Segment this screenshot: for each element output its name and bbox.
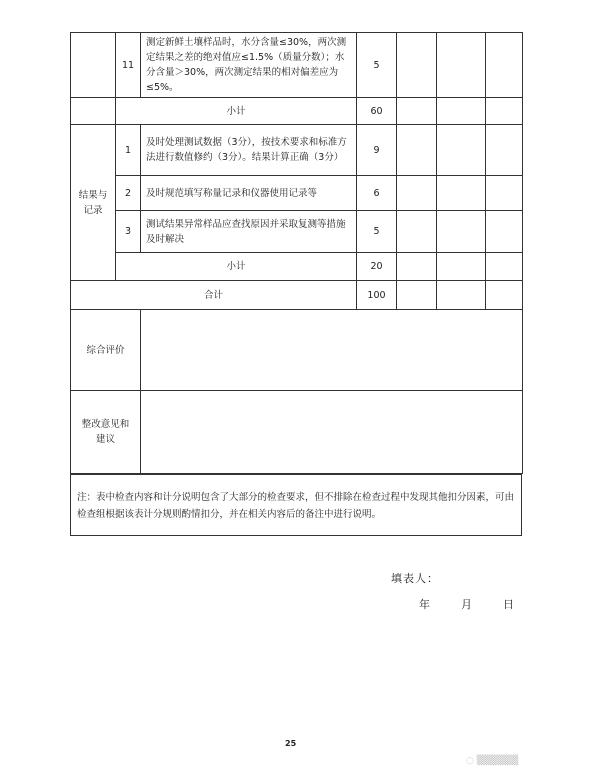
item-number: 11 — [116, 33, 141, 98]
blank-cell — [486, 253, 523, 281]
item-number: 2 — [116, 176, 141, 211]
watermark-image: ◌ ▒▒▒▒▒▒ — [466, 756, 519, 766]
rectification-content — [141, 391, 523, 474]
item-description: 及时处理测试数据（3分），按技术要求和标准方法进行数值修约（3分）。结果计算正确（3分） — [141, 125, 357, 176]
day-label: 日 — [503, 598, 514, 611]
subtotal-score: 20 — [357, 253, 397, 281]
blank-cell — [397, 98, 437, 125]
item-description: 测试结果异常样品应查找原因并采取复测等措施及时解决 — [141, 211, 357, 253]
category-label-line1: 结果与 — [78, 189, 108, 201]
blank-cell — [486, 281, 523, 310]
category-cell — [71, 33, 116, 98]
table-row — [71, 33, 523, 98]
blank-cell — [437, 253, 486, 281]
page-number: 25 — [285, 739, 297, 748]
blank-cell — [486, 176, 523, 211]
item-score: 6 — [357, 176, 397, 211]
filler-label: 填表人： — [391, 572, 439, 585]
blank-cell — [397, 33, 437, 98]
blank-cell — [486, 33, 523, 98]
rectification-row — [71, 391, 523, 474]
item-score: 5 — [357, 211, 397, 253]
item-description: 测定新鲜土壤样品时，水分含量≤30%，两次测定结果之差的绝对值应≤1.5%（质量分数）；水分含量＞30%，两次测定结果的相对偏差应为≤5%。 — [141, 33, 357, 98]
total-score: 100 — [357, 281, 397, 310]
blank-cell — [437, 176, 486, 211]
item-description: 及时规范填写称量记录和仪器使用记录等 — [141, 176, 357, 211]
table-note: 注：表中检查内容和计分说明包含了大部分的检查要求，但不排除在检查过程中发现其他扣分因素，可由检查组根据该表计分规则酌情扣分，并在相关内容后的备注中进行说明。 — [70, 474, 522, 536]
blank-cell — [397, 176, 437, 211]
blank-cell — [486, 98, 523, 125]
year-label: 年 — [419, 598, 430, 611]
total-label: 合计 — [71, 281, 357, 310]
subtotal-row — [71, 98, 523, 125]
item-number: 3 — [116, 211, 141, 253]
evaluation-content — [141, 310, 523, 391]
blank-cell — [397, 211, 437, 253]
inspection-score-table — [70, 32, 523, 474]
subtotal-label: 小计 — [116, 98, 357, 125]
blank-cell — [397, 125, 437, 176]
evaluation-label: 综合评价 — [71, 310, 141, 391]
results-and-records-category — [71, 125, 116, 281]
evaluation-row — [71, 310, 523, 391]
table-row — [71, 211, 523, 253]
rectification-label-line2: 建议 — [95, 434, 115, 445]
blank-cell — [437, 211, 486, 253]
blank-cell — [437, 281, 486, 310]
blank-cell — [397, 281, 437, 310]
month-label: 月 — [461, 598, 472, 611]
table-row — [71, 125, 523, 176]
date-line — [419, 596, 514, 612]
item-score: 9 — [357, 125, 397, 176]
item-number: 1 — [116, 125, 141, 176]
category-cell — [71, 98, 116, 125]
subtotal-score: 60 — [357, 98, 397, 125]
blank-cell — [437, 98, 486, 125]
rectification-label — [71, 391, 141, 474]
blank-cell — [397, 253, 437, 281]
category-label-line2: 记录 — [83, 204, 103, 216]
item-score: 5 — [357, 33, 397, 98]
table-row — [71, 176, 523, 211]
blank-cell — [437, 125, 486, 176]
subtotal-label: 小计 — [116, 253, 357, 281]
subtotal-row — [71, 253, 523, 281]
total-row — [71, 281, 523, 310]
blank-cell — [437, 33, 486, 98]
blank-cell — [486, 211, 523, 253]
blank-cell — [486, 125, 523, 176]
rectification-label-line1: 整改意见和 — [81, 419, 130, 430]
